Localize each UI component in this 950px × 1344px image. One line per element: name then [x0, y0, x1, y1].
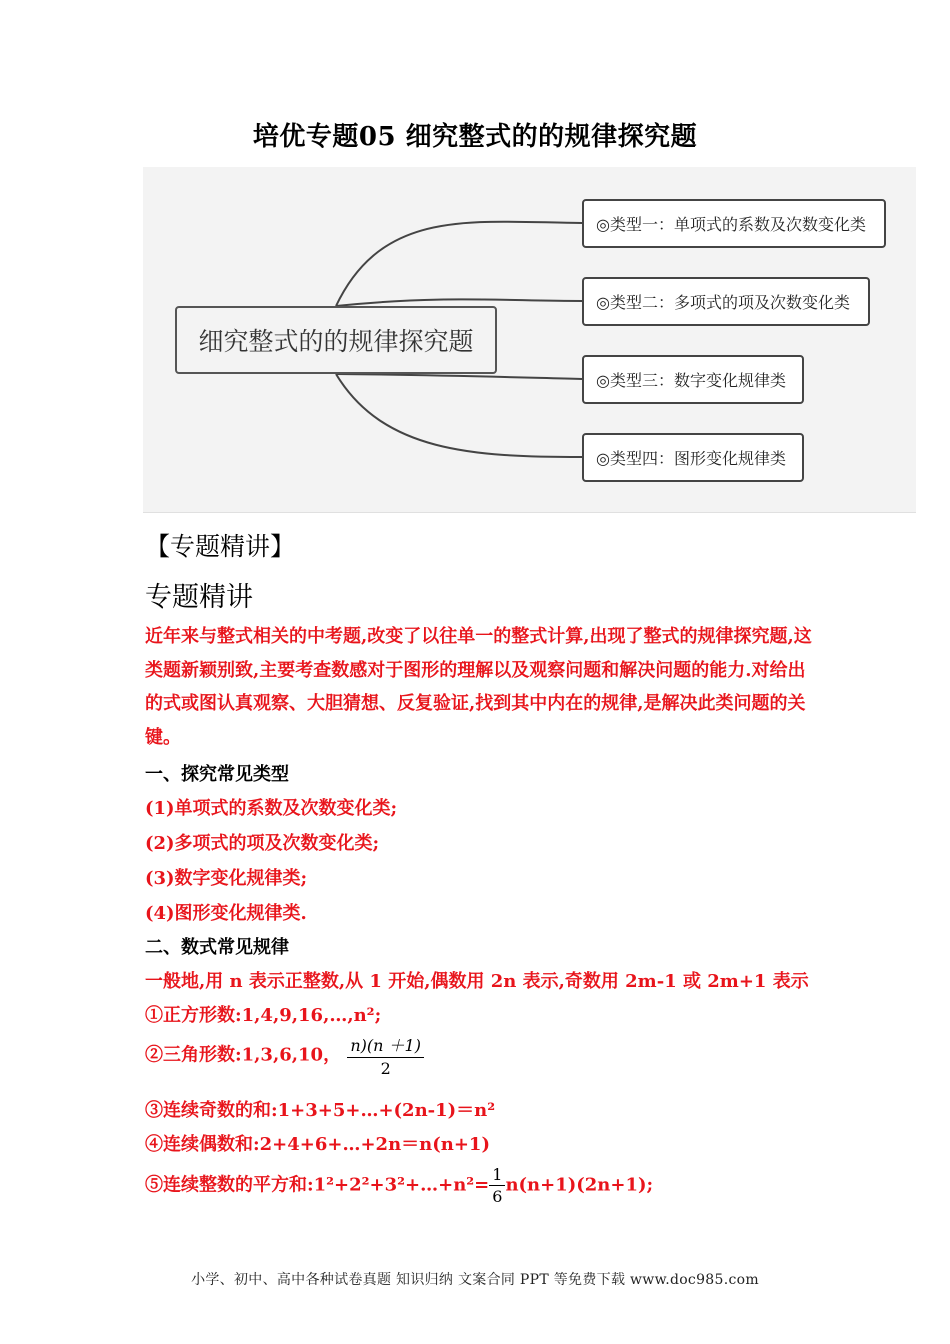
part1-item-2: (2)多项式的项及次数变化类;	[145, 833, 380, 854]
part1-item-4: (4)图形变化规律类.	[145, 903, 307, 924]
rule-square-numbers: ①正方形数:1,4,9,16,…,n²;	[145, 1005, 382, 1026]
mind-map-root: 细究整式的的规律探究题	[175, 306, 497, 374]
part1-item-1: (1)单项式的系数及次数变化类;	[145, 798, 398, 819]
mind-map	[143, 167, 916, 513]
rule-triangle-numbers	[145, 1033, 424, 1078]
rule-triangle-text: ②三角形数:1,3,6,10，	[145, 1044, 342, 1066]
triangle-fraction	[347, 1033, 424, 1078]
mind-map-branch-3: ◎类型三：数字变化规律类	[582, 355, 804, 404]
connector-4	[336, 374, 582, 457]
connector-3	[336, 374, 582, 379]
section-heading-bracket: 【专题精讲】	[145, 532, 296, 561]
connector-2	[336, 299, 582, 306]
square-sum-fraction-numerator: 1	[489, 1165, 505, 1186]
connector-1	[336, 222, 582, 306]
part2-heading: 二、数式常见规律	[145, 937, 289, 958]
intro-paragraph: 近年来与整式相关的中考题,改变了以往单一的整式计算,出现了整式的规律探究题,这类题新颖别致,主要考查数感对于图形的理解以及观察问题和解决问题的能力.对给出的式或图认真观察、大胆猜想、反复验证,找到其中内在的规律,是解决此类问题的关键。	[145, 626, 812, 748]
part2-general: 一般地,用 n 表示正整数,从 1 开始,偶数用 2n 表示,奇数用 2m-1 或 2m+1 表示	[145, 971, 809, 992]
rule-odd-sum: ③连续奇数的和:1+3+5+…+(2n-1)＝n²	[145, 1100, 496, 1121]
part1-heading: 一、探究常见类型	[145, 764, 289, 785]
footer-banner: 小学、初中、高中各种试卷真题 知识归纳 文案合同 PPT 等免费下载 www.doc985.com	[191, 1272, 759, 1288]
page-title: 培优专题05 细究整式的的规律探究题	[252, 122, 698, 152]
triangle-fraction-denominator: 2	[380, 1059, 391, 1078]
rule-even-sum: ④连续偶数和:2+4+6+…+2n＝n(n+1)	[145, 1134, 490, 1155]
square-sum-fraction	[489, 1165, 505, 1206]
square-sum-fraction-denominator: 6	[492, 1187, 503, 1206]
part1-item-3: (3)数字变化规律类;	[145, 868, 308, 889]
rule-square-sum-suffix: n(n+1)(2n+1);	[505, 1174, 654, 1196]
section-heading: 专题精讲	[145, 582, 253, 613]
rule-square-sum	[145, 1165, 653, 1206]
triangle-fraction-numerator: n)(n ＋1)	[347, 1033, 424, 1058]
mind-map-branch-1: ◎类型一：单项式的系数及次数变化类	[582, 199, 886, 248]
rule-square-sum-text: ⑤连续整数的平方和:1²+2²+3²+…+n²=	[145, 1174, 490, 1196]
mind-map-branch-2: ◎类型二：多项式的项及次数变化类	[582, 277, 870, 326]
mind-map-branch-4: ◎类型四：图形变化规律类	[582, 433, 804, 482]
